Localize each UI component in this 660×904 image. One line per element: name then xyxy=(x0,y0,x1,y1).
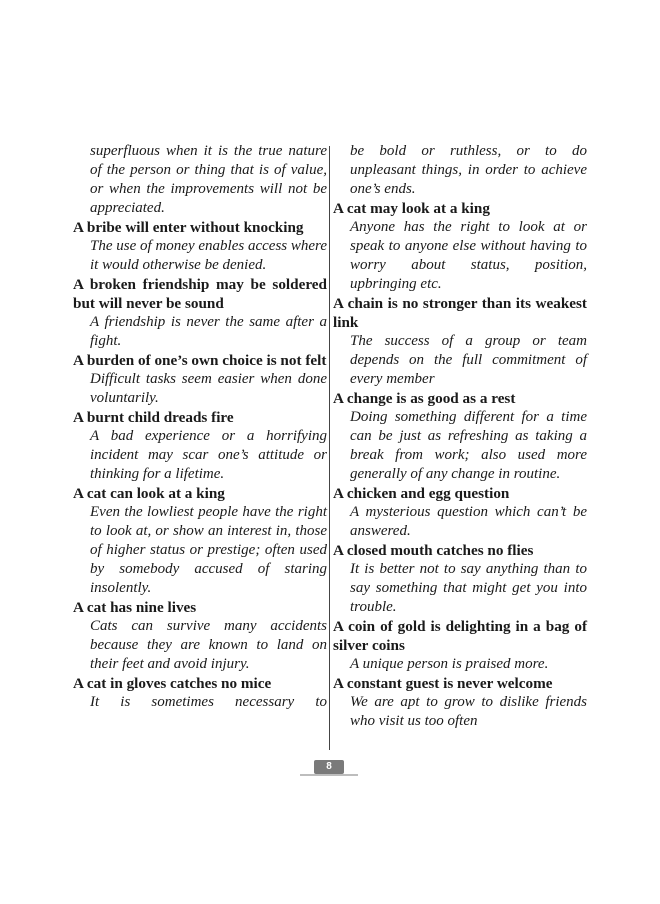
headword: A cat may look at a king xyxy=(333,200,490,217)
entry-cat-can-look xyxy=(73,484,327,598)
entry-burnt-child xyxy=(73,408,327,484)
definition: Anyone has the right to look at or speak to anyone else without having to worry about status, position, upbringing etc. xyxy=(350,219,587,292)
headword: A broken friendship may be soldered but will never be sound xyxy=(73,276,327,312)
entry-broken-friendship xyxy=(73,275,327,351)
headword: A coin of gold is delighting in a bag of silver coins xyxy=(333,618,587,654)
entry-closed-mouth xyxy=(333,541,587,617)
entry-chicken-egg xyxy=(333,484,587,541)
entry-coin-of-gold xyxy=(333,617,587,674)
definition: The success of a group or team depends on the full commitment of every member xyxy=(350,333,587,387)
continued-definition: be bold or ruthless, or to do unpleasant things, in order to achieve one’s ends. xyxy=(350,143,587,197)
column-divider xyxy=(329,146,330,750)
entry-burden xyxy=(73,351,327,408)
definition: The use of money enables access where it would otherwise be denied. xyxy=(90,238,327,273)
definition: We are apt to grow to dislike friends who visit us too often xyxy=(350,694,587,729)
page-number: 8 xyxy=(314,760,344,774)
headword: A constant guest is never welcome xyxy=(333,675,553,692)
left-column xyxy=(73,142,327,712)
entry-constant-guest xyxy=(333,674,587,731)
right-column xyxy=(333,142,587,731)
entry-cat-nine-lives xyxy=(73,598,327,674)
entry-cat-may-look xyxy=(333,199,587,294)
headword: A chain is no stronger than its weakest link xyxy=(333,295,587,331)
definition: Doing something different for a time can be just as refreshing as taking a break from work; also used more generally of any change in routine. xyxy=(350,409,587,482)
headword: A chicken and egg question xyxy=(333,485,510,502)
headword: A closed mouth catches no flies xyxy=(333,542,534,559)
definition: It is better not to say anything than to say something that might get you into trouble. xyxy=(350,561,587,615)
headword: A burden of one’s own choice is not felt xyxy=(73,352,327,369)
entry-cat-in-gloves xyxy=(73,674,327,712)
definition: A mysterious question which can’t be answered. xyxy=(350,504,587,539)
headword: A cat has nine lives xyxy=(73,599,197,616)
definition: It is sometimes necessary to xyxy=(90,694,327,710)
definition: Cats can survive many accidents because they are known to land on their feet and avoid injury. xyxy=(90,618,327,672)
entry-chain xyxy=(333,294,587,389)
headword: A burnt child dreads fire xyxy=(73,409,234,426)
page-number-underline xyxy=(300,774,358,776)
entry-change xyxy=(333,389,587,484)
headword: A cat in gloves catches no mice xyxy=(73,675,272,692)
entry-bribe xyxy=(73,218,327,275)
headword: A change is as good as a rest xyxy=(333,390,516,407)
continued-definition: superfluous when it is the true nature of the person or thing that is of value, or when the improvements will not be appreciated. xyxy=(90,143,327,216)
definition: Even the lowliest people have the right to look at, or show an interest in, those of higher status or prestige; often used by somebody accused of staring insolently. xyxy=(90,504,327,596)
definition: A bad experience or a horrifying incident may scar one’s attitude or thinking for a lifetime. xyxy=(90,428,327,482)
definition: A friendship is never the same after a fight. xyxy=(90,314,327,349)
headword: A cat can look at a king xyxy=(73,485,225,502)
definition: A unique person is praised more. xyxy=(350,656,549,672)
headword: A bribe will enter without knocking xyxy=(73,219,304,236)
definition: Difficult tasks seem easier when done voluntarily. xyxy=(90,371,327,406)
